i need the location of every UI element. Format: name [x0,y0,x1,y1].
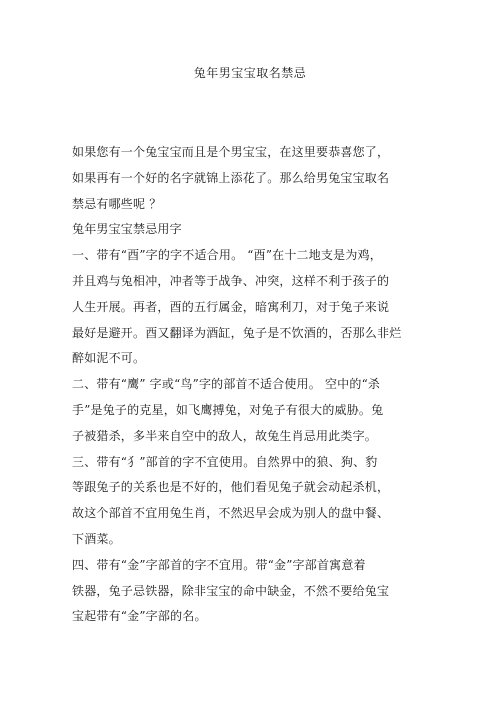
text-line: 宝起带有“金”字部的名。 [72,609,207,624]
text-line: 子被猎杀，多半来自空中的敌人，故兔生肖忌用此类字。 [72,428,378,443]
text-line: 人生开展。再者，酉的五行属金，暗寓利刀，对于兔子来说 [72,299,390,314]
text-line: 并且鸡与兔相冲，冲者等于战争、冲突，这样不利于孩子的 [72,273,390,288]
text-line: 一、带有“酉”字的字不适合用。 “酉”在十二地支是为鸡， [72,248,382,263]
text-line: 手”是兔子的克星，如飞鹰搏兔，对兔子有很大的威胁。兔 [72,402,384,417]
document-title: 兔年男宝宝取名禁忌 [193,66,307,80]
text-line: 最好是避开。酉又翻译为酒缸，兔子是不饮酒的，否那么非烂 [72,325,402,340]
text-line: 四、带有“金”字部首的字不宜用。带“金”字部首寓意着 [72,557,366,572]
text-line: 醉如泥不可。 [72,351,146,366]
text-line: 如果您有一个兔宝宝而且是个男宝宝，在这里要恭喜您了， [72,145,390,159]
text-line: 下酒菜。 [72,531,121,546]
text-line: 故这个部首不宜用兔生肖，不然迟早会成为别人的盘中餐、 [72,506,390,521]
text-line: 如果再有一个好的名字就锦上添花了。那么给男兔宝宝取名 [72,170,390,185]
document-body [72,140,442,630]
text-line: 三、带有“犭”部首的字不宜使用。自然界中的狼、狗、豹 [72,454,378,469]
text-line: 等跟兔子的关系也是不好的，他们看见兔子就会动起杀机， [72,480,390,495]
text-line: 二、带有“鹰” 字或“鸟”字的部首不适合使用。 空中的“杀 [72,377,381,392]
text-line: 禁忌有哪些呢 ？ [72,196,162,211]
section-heading: 兔年男宝宝禁忌用字 [72,222,182,237]
text-line: 铁器，兔子忌铁器，除非宝宝的命中缺金，不然不要给兔宝 [72,583,390,598]
